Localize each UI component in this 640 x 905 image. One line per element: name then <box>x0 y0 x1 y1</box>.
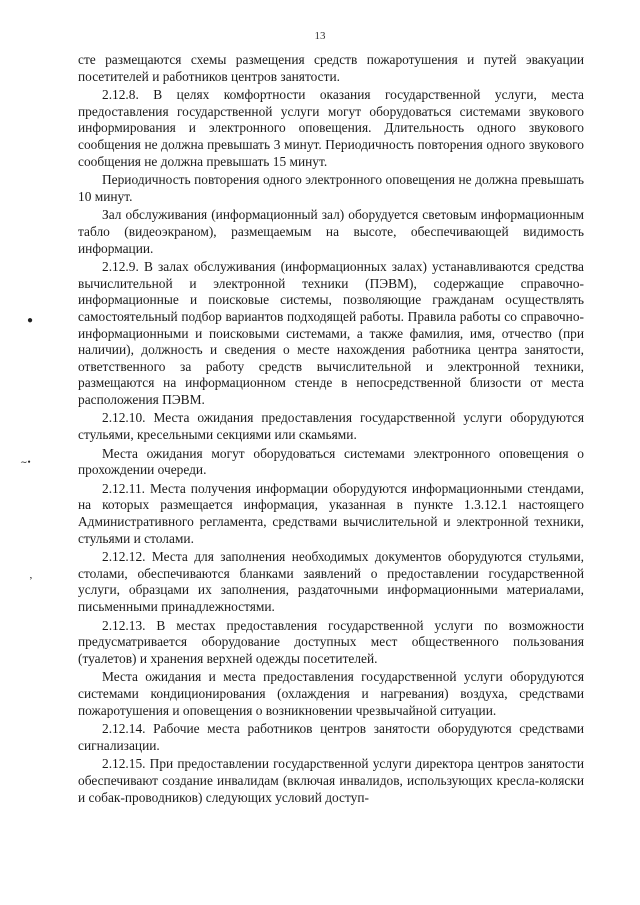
paragraph-2-12-12: 2.12.12. Места для заполнения необходимых документов оборудуются стульями, столами, обеспечиваются бланками заявлений о предоставлении государственной услуги, образцами их заполнения, раздаточными информационными материалами, письменными принадлежностями. <box>78 549 584 614</box>
paragraph-climate-systems: Места ожидания и места предоставления государственной услуги оборудуются системами кондиционирования (охлаждения и нагревания) воздуха, средствами пожаротушения и оповещения о возникновении чрезвычайной ситуации. <box>78 669 584 718</box>
paragraph-2-12-14: 2.12.14. Рабочие места работников центров занятости оборудуются средствами сигнализации. <box>78 721 584 753</box>
scan-artifact-mark: ∼• <box>20 457 31 467</box>
paragraph-2-12-9: 2.12.9. В залах обслуживания (информационных залах) устанавливаются средства вычислительной и электронной техники (ПЭВМ), содержащие справочно-информационные и поисковые системы, позволяющие гражданам осуществлять самостоятельный подбор вариантов подходящей работы. Правила работы со справочно-информационными и поисковыми системами, а также фамилия, имя, отчество (при наличии), должность и сведения о месте нахождения работника центра занятости, ответственного за работу средств вычислительной и электронной техники, размещаются на информационном стенде в непосредственной близости от места расположения ПЭВМ. <box>78 259 584 407</box>
paragraph-2-12-15: 2.12.15. При предоставлении государственной услуги директора центров занятости обеспечивают создание инвалидам (включая инвалидов, использующих кресла-коляски и собак-проводников) следующих условий доступ- <box>78 756 584 805</box>
paragraph-continuation: сте размещаются схемы размещения средств пожаротушения и путей эвакуации посетителей и работников центров занятости. <box>78 52 584 84</box>
scan-artifact-tick: ’ <box>29 575 33 587</box>
paragraph-2-12-8: 2.12.8. В целях комфортности оказания государственной услуги, места предоставления государственной услуги могут оборудоваться системами звукового информирования и электронного оповещения. Длительность одного звукового сообщения не должна превышать 3 минут. Периодичность повторения одного звукового сообщения не должна превышать 15 минут. <box>78 87 584 169</box>
paragraph-waiting-queue-alert: Места ожидания могут оборудоваться системами электронного оповещения о прохождении очереди. <box>78 445 584 478</box>
scan-artifact-dot: ● <box>27 315 34 326</box>
paragraph-service-hall: Зал обслуживания (информационный зал) оборудуется световым информационным табло (видеоэкраном), размещаемым на высоте, обеспечивающей видимость информации. <box>78 207 584 256</box>
document-body <box>78 52 584 808</box>
paragraph-2-12-13: 2.12.13. В местах предоставления государственной услуги по возможности предусматривается оборудование доступных мест общественного пользования (туалетов) и хранения верхней одежды посетителей. <box>78 617 584 666</box>
paragraph-electronic-alert-period: Периодичность повторения одного электронного оповещения не должна превышать 10 минут. <box>78 172 584 204</box>
paragraph-2-12-10: 2.12.10. Места ожидания предоставления государственной услуги оборудуются стульями, кресельными секциями или скамьями. <box>78 410 584 443</box>
paragraph-2-12-11: 2.12.11. Места получения информации оборудуются информационными стендами, на которых размещается информация, указанная в пункте 1.3.12.1 настоящего Административного регламента, средствами вычислительной и электронной техники, стульями и столами. <box>78 480 584 546</box>
page-number: 13 <box>314 30 326 42</box>
